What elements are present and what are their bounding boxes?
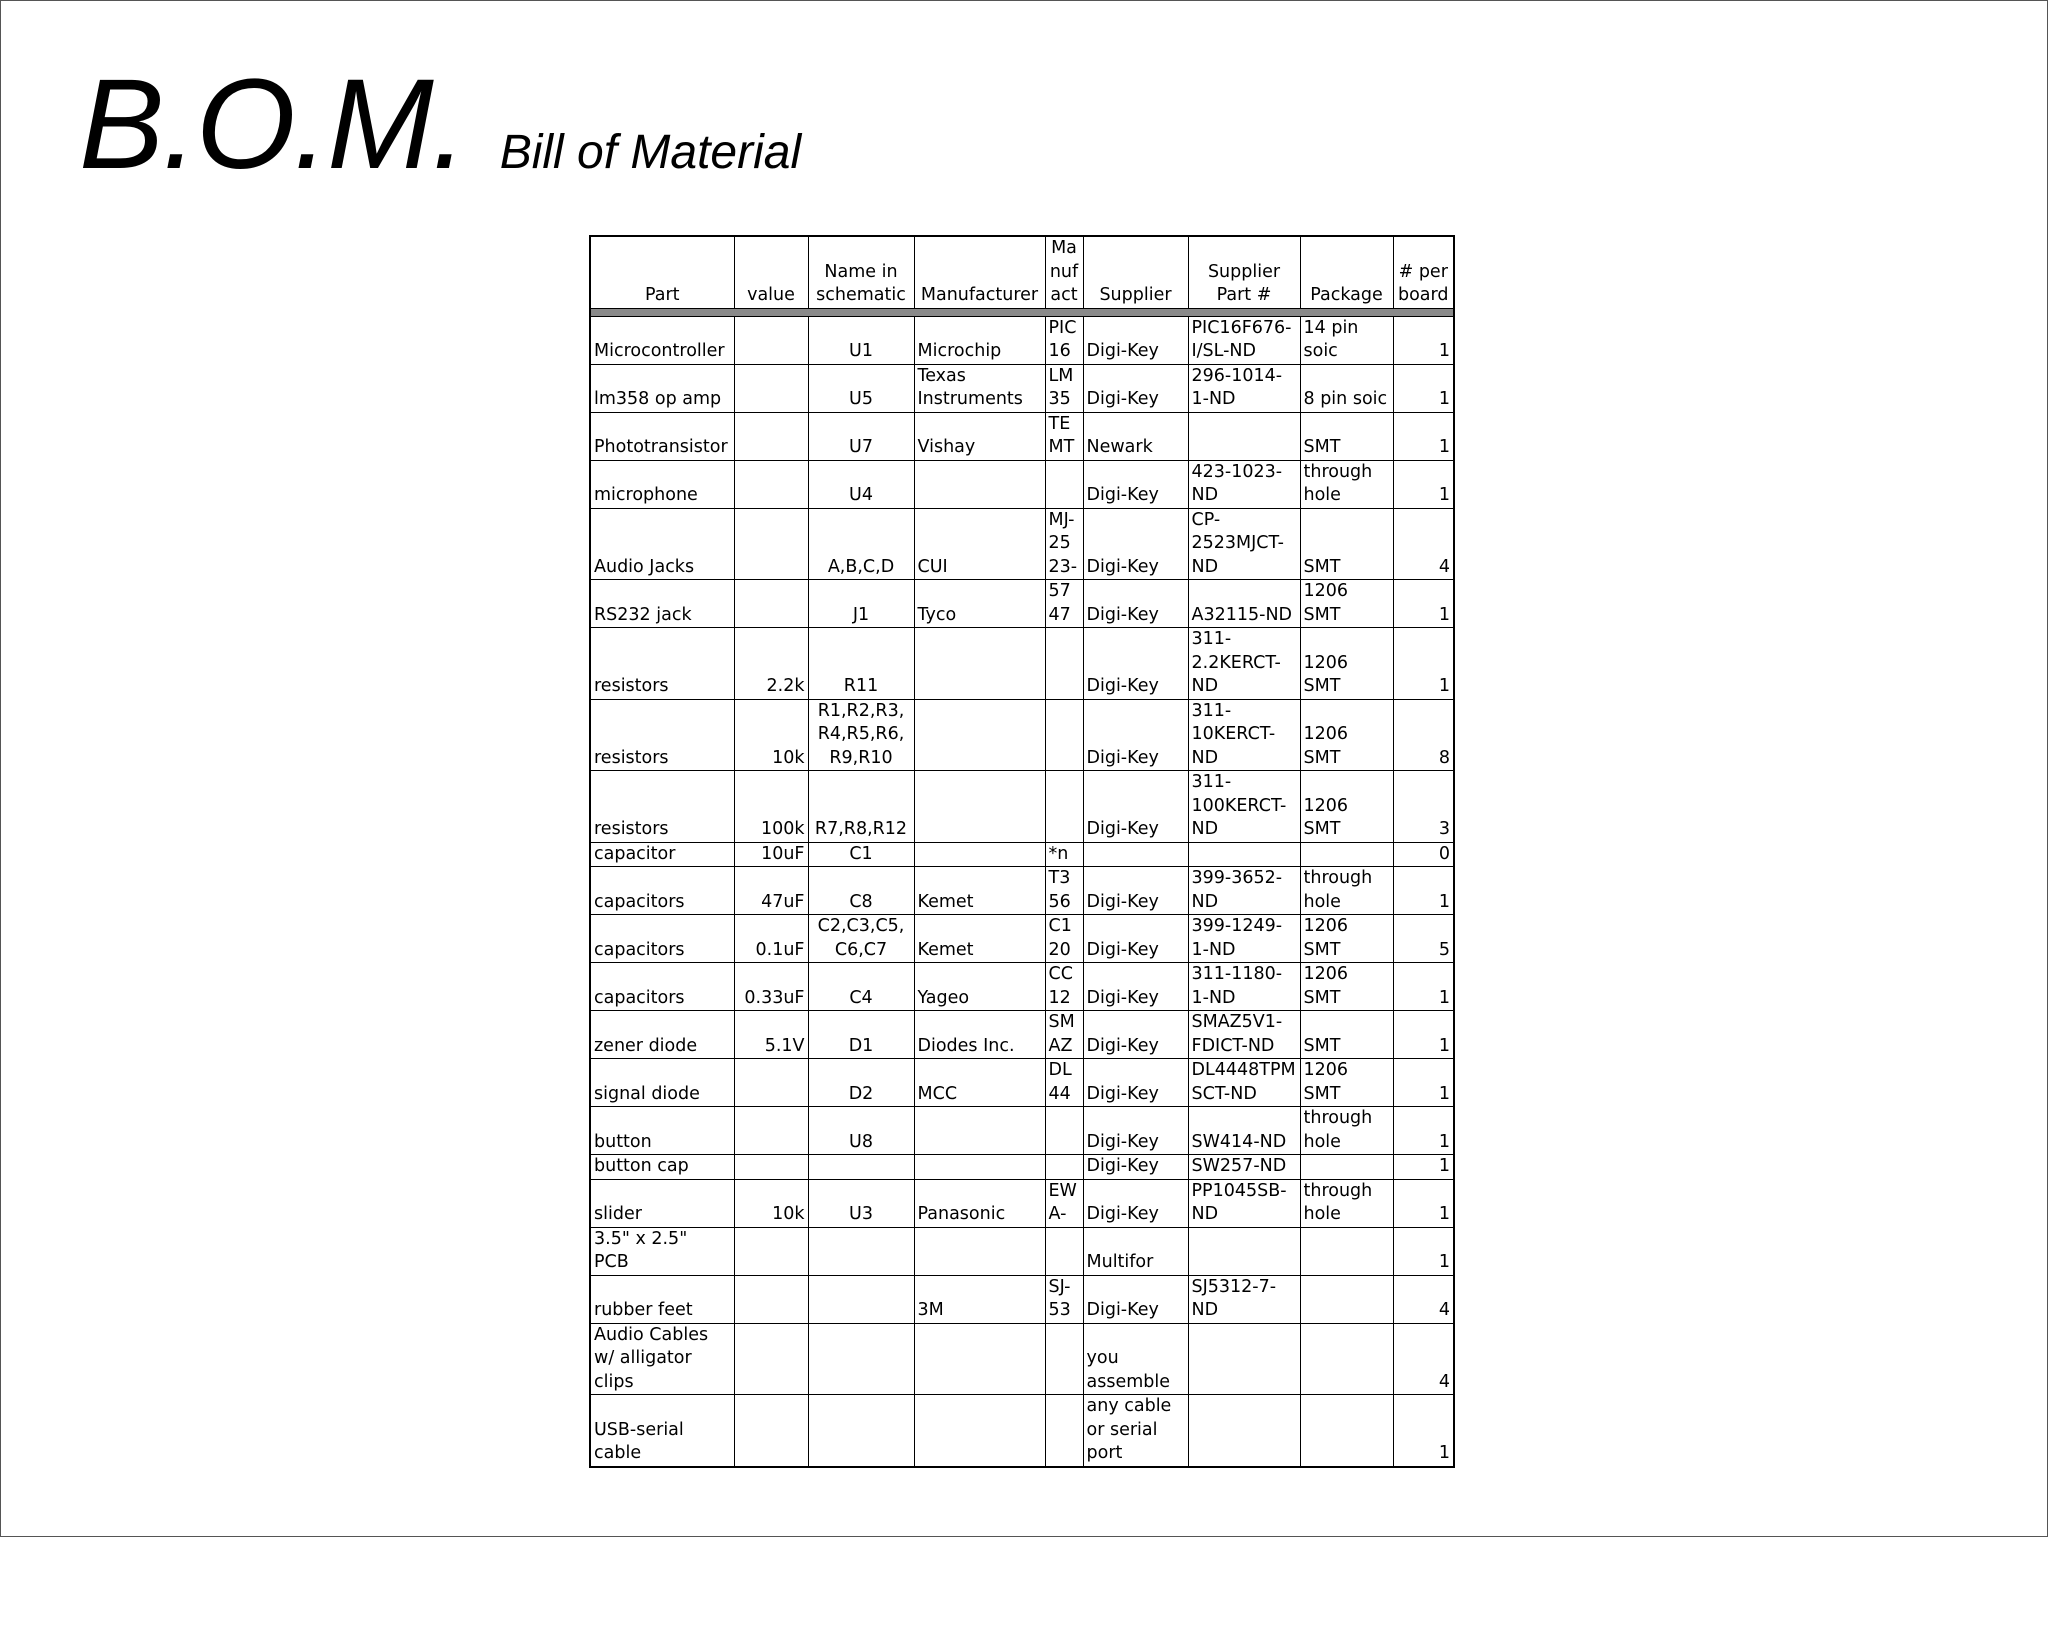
cell-value — [734, 580, 808, 628]
cell-supplier-part: 311-1180- 1-ND — [1188, 963, 1300, 1011]
cell-supplier-part — [1188, 1395, 1300, 1467]
cell-value: 0.33uF — [734, 963, 808, 1011]
cell-manufacturer-part — [1045, 1323, 1083, 1395]
cell-supplier: Digi-Key — [1083, 771, 1188, 843]
cell-supplier — [1083, 842, 1188, 867]
cell-schematic-name: A,B,C,D — [808, 508, 914, 580]
cell-manufacturer-part — [1045, 1227, 1083, 1275]
cell-supplier-part — [1188, 1323, 1300, 1395]
cell-value: 10k — [734, 1179, 808, 1227]
cell-part: zener diode — [590, 1011, 734, 1059]
header-package: Package — [1300, 236, 1393, 308]
cell-package: through hole — [1300, 867, 1393, 915]
cell-part: button — [590, 1107, 734, 1155]
cell-schematic-name: U3 — [808, 1179, 914, 1227]
cell-package — [1300, 1323, 1393, 1395]
cell-part: RS232 jack — [590, 580, 734, 628]
header-row — [590, 236, 1454, 308]
cell-part: button cap — [590, 1155, 734, 1180]
cell-part: capacitors — [590, 915, 734, 963]
cell-manufacturer — [914, 1395, 1045, 1467]
cell-manufacturer-part — [1045, 771, 1083, 843]
header-separator — [590, 308, 1454, 316]
cell-package: 1206 SMT — [1300, 963, 1393, 1011]
cell-supplier-part: A32115-ND — [1188, 580, 1300, 628]
cell-supplier-part: SW257-ND — [1188, 1155, 1300, 1180]
cell-schematic-name: C2,C3,C5, C6,C7 — [808, 915, 914, 963]
cell-manufacturer — [914, 1107, 1045, 1155]
cell-value — [734, 1155, 808, 1180]
cell-count: 4 — [1393, 1275, 1454, 1323]
cell-count: 1 — [1393, 963, 1454, 1011]
table-row — [590, 1227, 1454, 1275]
bom-body — [590, 316, 1454, 1467]
cell-schematic-name: U7 — [808, 412, 914, 460]
table-row — [590, 364, 1454, 412]
cell-supplier-part: 399-3652- ND — [1188, 867, 1300, 915]
cell-package — [1300, 1155, 1393, 1180]
cell-schematic-name — [808, 1227, 914, 1275]
cell-supplier-part: SW414-ND — [1188, 1107, 1300, 1155]
cell-supplier-part: 311- 100KERCT- ND — [1188, 771, 1300, 843]
cell-value — [734, 508, 808, 580]
cell-package: through hole — [1300, 1179, 1393, 1227]
cell-manufacturer: Panasonic — [914, 1179, 1045, 1227]
cell-value — [734, 1059, 808, 1107]
cell-manufacturer-part: SJ- 53 — [1045, 1275, 1083, 1323]
cell-manufacturer-part: MJ- 25 23- — [1045, 508, 1083, 580]
cell-supplier-part — [1188, 412, 1300, 460]
table-row — [590, 628, 1454, 700]
cell-manufacturer-part: *n — [1045, 842, 1083, 867]
header-schematic-name: Name in schematic — [808, 236, 914, 308]
cell-value — [734, 1395, 808, 1467]
table-row — [590, 699, 1454, 771]
cell-manufacturer-part — [1045, 1395, 1083, 1467]
header-count: # per board — [1393, 236, 1454, 308]
cell-manufacturer — [914, 628, 1045, 700]
table-row — [590, 1059, 1454, 1107]
cell-package: through hole — [1300, 1107, 1393, 1155]
cell-part: resistors — [590, 771, 734, 843]
cell-package — [1300, 842, 1393, 867]
cell-manufacturer-part: DL 44 — [1045, 1059, 1083, 1107]
cell-manufacturer: Vishay — [914, 412, 1045, 460]
cell-schematic-name — [808, 1155, 914, 1180]
table-row — [590, 915, 1454, 963]
cell-value: 0.1uF — [734, 915, 808, 963]
cell-part: signal diode — [590, 1059, 734, 1107]
table-row — [590, 580, 1454, 628]
cell-manufacturer — [914, 1155, 1045, 1180]
cell-supplier-part — [1188, 842, 1300, 867]
cell-part: capacitors — [590, 867, 734, 915]
cell-package: SMT — [1300, 1011, 1393, 1059]
cell-manufacturer — [914, 842, 1045, 867]
table-row — [590, 1107, 1454, 1155]
cell-part: Phototransistor — [590, 412, 734, 460]
cell-supplier: Digi-Key — [1083, 508, 1188, 580]
cell-part: capacitors — [590, 963, 734, 1011]
cell-value: 10uF — [734, 842, 808, 867]
cell-supplier: Digi-Key — [1083, 1179, 1188, 1227]
cell-value: 5.1V — [734, 1011, 808, 1059]
cell-manufacturer-part — [1045, 628, 1083, 700]
cell-count: 1 — [1393, 316, 1454, 364]
cell-count: 1 — [1393, 1107, 1454, 1155]
cell-value — [734, 1227, 808, 1275]
cell-count: 1 — [1393, 1011, 1454, 1059]
cell-schematic-name: R7,R8,R12 — [808, 771, 914, 843]
cell-supplier: Digi-Key — [1083, 1059, 1188, 1107]
cell-manufacturer: Kemet — [914, 915, 1045, 963]
table-row — [590, 1275, 1454, 1323]
table-row — [590, 842, 1454, 867]
cell-manufacturer: CUI — [914, 508, 1045, 580]
cell-value — [734, 412, 808, 460]
cell-schematic-name: U8 — [808, 1107, 914, 1155]
cell-count: 1 — [1393, 412, 1454, 460]
cell-part: slider — [590, 1179, 734, 1227]
cell-manufacturer — [914, 1227, 1045, 1275]
cell-package: 1206 SMT — [1300, 699, 1393, 771]
cell-package: 1206 SMT — [1300, 580, 1393, 628]
cell-value — [734, 316, 808, 364]
table-row — [590, 1179, 1454, 1227]
cell-manufacturer — [914, 771, 1045, 843]
page-title: B.O.M. — [79, 53, 466, 196]
cell-schematic-name: R1,R2,R3, R4,R5,R6, R9,R10 — [808, 699, 914, 771]
table-row — [590, 460, 1454, 508]
cell-value — [734, 1107, 808, 1155]
table-row — [590, 963, 1454, 1011]
cell-package: through hole — [1300, 460, 1393, 508]
cell-count: 1 — [1393, 867, 1454, 915]
cell-schematic-name: C1 — [808, 842, 914, 867]
cell-package — [1300, 1227, 1393, 1275]
cell-supplier: you assemble — [1083, 1323, 1188, 1395]
cell-part: Audio Cables w/ alligator clips — [590, 1323, 734, 1395]
cell-manufacturer: Microchip — [914, 316, 1045, 364]
cell-part: USB-serial cable — [590, 1395, 734, 1467]
cell-manufacturer-part: PIC 16 — [1045, 316, 1083, 364]
cell-manufacturer-part — [1045, 460, 1083, 508]
cell-package: 1206 SMT — [1300, 771, 1393, 843]
cell-supplier-part: SJ5312-7- ND — [1188, 1275, 1300, 1323]
table-row — [590, 1011, 1454, 1059]
cell-manufacturer-part: 57 47 — [1045, 580, 1083, 628]
cell-supplier: Digi-Key — [1083, 699, 1188, 771]
cell-supplier: Digi-Key — [1083, 1275, 1188, 1323]
cell-count: 1 — [1393, 1395, 1454, 1467]
cell-manufacturer: Diodes Inc. — [914, 1011, 1045, 1059]
cell-part: capacitor — [590, 842, 734, 867]
cell-supplier-part: 311- 10KERCT- ND — [1188, 699, 1300, 771]
cell-part: Audio Jacks — [590, 508, 734, 580]
cell-supplier-part: CP- 2523MJCT- ND — [1188, 508, 1300, 580]
title-block — [79, 53, 802, 196]
table-row — [590, 867, 1454, 915]
cell-schematic-name: C4 — [808, 963, 914, 1011]
cell-supplier-part: PP1045SB- ND — [1188, 1179, 1300, 1227]
cell-supplier: Digi-Key — [1083, 963, 1188, 1011]
cell-count: 8 — [1393, 699, 1454, 771]
bom-table — [589, 235, 1455, 1468]
cell-supplier: any cable or serial port — [1083, 1395, 1188, 1467]
cell-schematic-name: U4 — [808, 460, 914, 508]
cell-supplier-part: 296-1014- 1-ND — [1188, 364, 1300, 412]
cell-supplier: Newark — [1083, 412, 1188, 460]
cell-manufacturer-part: SM AZ — [1045, 1011, 1083, 1059]
cell-count: 1 — [1393, 1155, 1454, 1180]
cell-manufacturer-part — [1045, 1155, 1083, 1180]
cell-manufacturer: Texas Instruments — [914, 364, 1045, 412]
header-part: Part — [590, 236, 734, 308]
cell-count: 5 — [1393, 915, 1454, 963]
cell-schematic-name: U5 — [808, 364, 914, 412]
cell-manufacturer — [914, 460, 1045, 508]
cell-count: 1 — [1393, 1059, 1454, 1107]
cell-package — [1300, 1275, 1393, 1323]
cell-part: resistors — [590, 628, 734, 700]
cell-part: microphone — [590, 460, 734, 508]
cell-manufacturer-part: C1 20 — [1045, 915, 1083, 963]
table-row — [590, 1323, 1454, 1395]
cell-supplier-part: 423-1023- ND — [1188, 460, 1300, 508]
cell-count: 1 — [1393, 1179, 1454, 1227]
cell-package: 1206 SMT — [1300, 628, 1393, 700]
page-subtitle: Bill of Material — [499, 126, 802, 179]
cell-package: 14 pin soic — [1300, 316, 1393, 364]
cell-manufacturer-part — [1045, 699, 1083, 771]
table-row — [590, 508, 1454, 580]
cell-manufacturer: Yageo — [914, 963, 1045, 1011]
cell-count: 4 — [1393, 508, 1454, 580]
cell-supplier-part: DL4448TPM SCT-ND — [1188, 1059, 1300, 1107]
cell-supplier: Multifor — [1083, 1227, 1188, 1275]
cell-value: 10k — [734, 699, 808, 771]
cell-part: lm358 op amp — [590, 364, 734, 412]
cell-supplier-part — [1188, 1227, 1300, 1275]
header-supplier: Supplier — [1083, 236, 1188, 308]
cell-schematic-name — [808, 1323, 914, 1395]
cell-supplier: Digi-Key — [1083, 364, 1188, 412]
cell-package: SMT — [1300, 412, 1393, 460]
cell-part: 3.5" x 2.5" PCB — [590, 1227, 734, 1275]
cell-value: 47uF — [734, 867, 808, 915]
cell-package: 1206 SMT — [1300, 915, 1393, 963]
table-row — [590, 1395, 1454, 1467]
cell-count: 0 — [1393, 842, 1454, 867]
cell-manufacturer: Tyco — [914, 580, 1045, 628]
cell-supplier: Digi-Key — [1083, 1011, 1188, 1059]
cell-package: 8 pin soic — [1300, 364, 1393, 412]
cell-count: 3 — [1393, 771, 1454, 843]
header-manufacturer-part: Ma nuf act — [1045, 236, 1083, 308]
header-value: value — [734, 236, 808, 308]
cell-supplier-part: 311- 2.2KERCT- ND — [1188, 628, 1300, 700]
cell-package — [1300, 1395, 1393, 1467]
table-row — [590, 1155, 1454, 1180]
cell-count: 1 — [1393, 580, 1454, 628]
cell-schematic-name — [808, 1275, 914, 1323]
cell-manufacturer: 3M — [914, 1275, 1045, 1323]
header-manufacturer: Manufacturer — [914, 236, 1045, 308]
cell-supplier: Digi-Key — [1083, 580, 1188, 628]
cell-manufacturer-part — [1045, 1107, 1083, 1155]
cell-manufacturer — [914, 699, 1045, 771]
cell-value — [734, 1275, 808, 1323]
cell-manufacturer-part: EW A- — [1045, 1179, 1083, 1227]
cell-manufacturer: Kemet — [914, 867, 1045, 915]
cell-supplier-part: 399-1249- 1-ND — [1188, 915, 1300, 963]
cell-supplier: Digi-Key — [1083, 915, 1188, 963]
cell-supplier: Digi-Key — [1083, 628, 1188, 700]
cell-manufacturer — [914, 1323, 1045, 1395]
cell-manufacturer-part: CC 12 — [1045, 963, 1083, 1011]
cell-value — [734, 364, 808, 412]
header-supplier-part: Supplier Part # — [1188, 236, 1300, 308]
cell-supplier: Digi-Key — [1083, 316, 1188, 364]
cell-value: 100k — [734, 771, 808, 843]
cell-count: 1 — [1393, 364, 1454, 412]
cell-count: 4 — [1393, 1323, 1454, 1395]
cell-supplier: Digi-Key — [1083, 460, 1188, 508]
cell-schematic-name: C8 — [808, 867, 914, 915]
cell-manufacturer-part: TE MT — [1045, 412, 1083, 460]
cell-value — [734, 460, 808, 508]
cell-schematic-name: D1 — [808, 1011, 914, 1059]
cell-schematic-name — [808, 1395, 914, 1467]
cell-count: 1 — [1393, 1227, 1454, 1275]
cell-part: rubber feet — [590, 1275, 734, 1323]
cell-value — [734, 1323, 808, 1395]
cell-schematic-name: D2 — [808, 1059, 914, 1107]
table-row — [590, 771, 1454, 843]
cell-package: SMT — [1300, 508, 1393, 580]
cell-supplier: Digi-Key — [1083, 1107, 1188, 1155]
cell-part: resistors — [590, 699, 734, 771]
cell-manufacturer-part: T3 56 — [1045, 867, 1083, 915]
cell-schematic-name: U1 — [808, 316, 914, 364]
cell-supplier-part: PIC16F676- I/SL-ND — [1188, 316, 1300, 364]
cell-schematic-name: R11 — [808, 628, 914, 700]
table-row — [590, 412, 1454, 460]
cell-package: 1206 SMT — [1300, 1059, 1393, 1107]
cell-part: Microcontroller — [590, 316, 734, 364]
cell-supplier-part: SMAZ5V1- FDICT-ND — [1188, 1011, 1300, 1059]
cell-manufacturer: MCC — [914, 1059, 1045, 1107]
cell-manufacturer-part: LM 35 — [1045, 364, 1083, 412]
cell-supplier: Digi-Key — [1083, 867, 1188, 915]
cell-value: 2.2k — [734, 628, 808, 700]
cell-count: 1 — [1393, 628, 1454, 700]
table-row — [590, 316, 1454, 364]
cell-schematic-name: J1 — [808, 580, 914, 628]
cell-supplier: Digi-Key — [1083, 1155, 1188, 1180]
cell-count: 1 — [1393, 460, 1454, 508]
